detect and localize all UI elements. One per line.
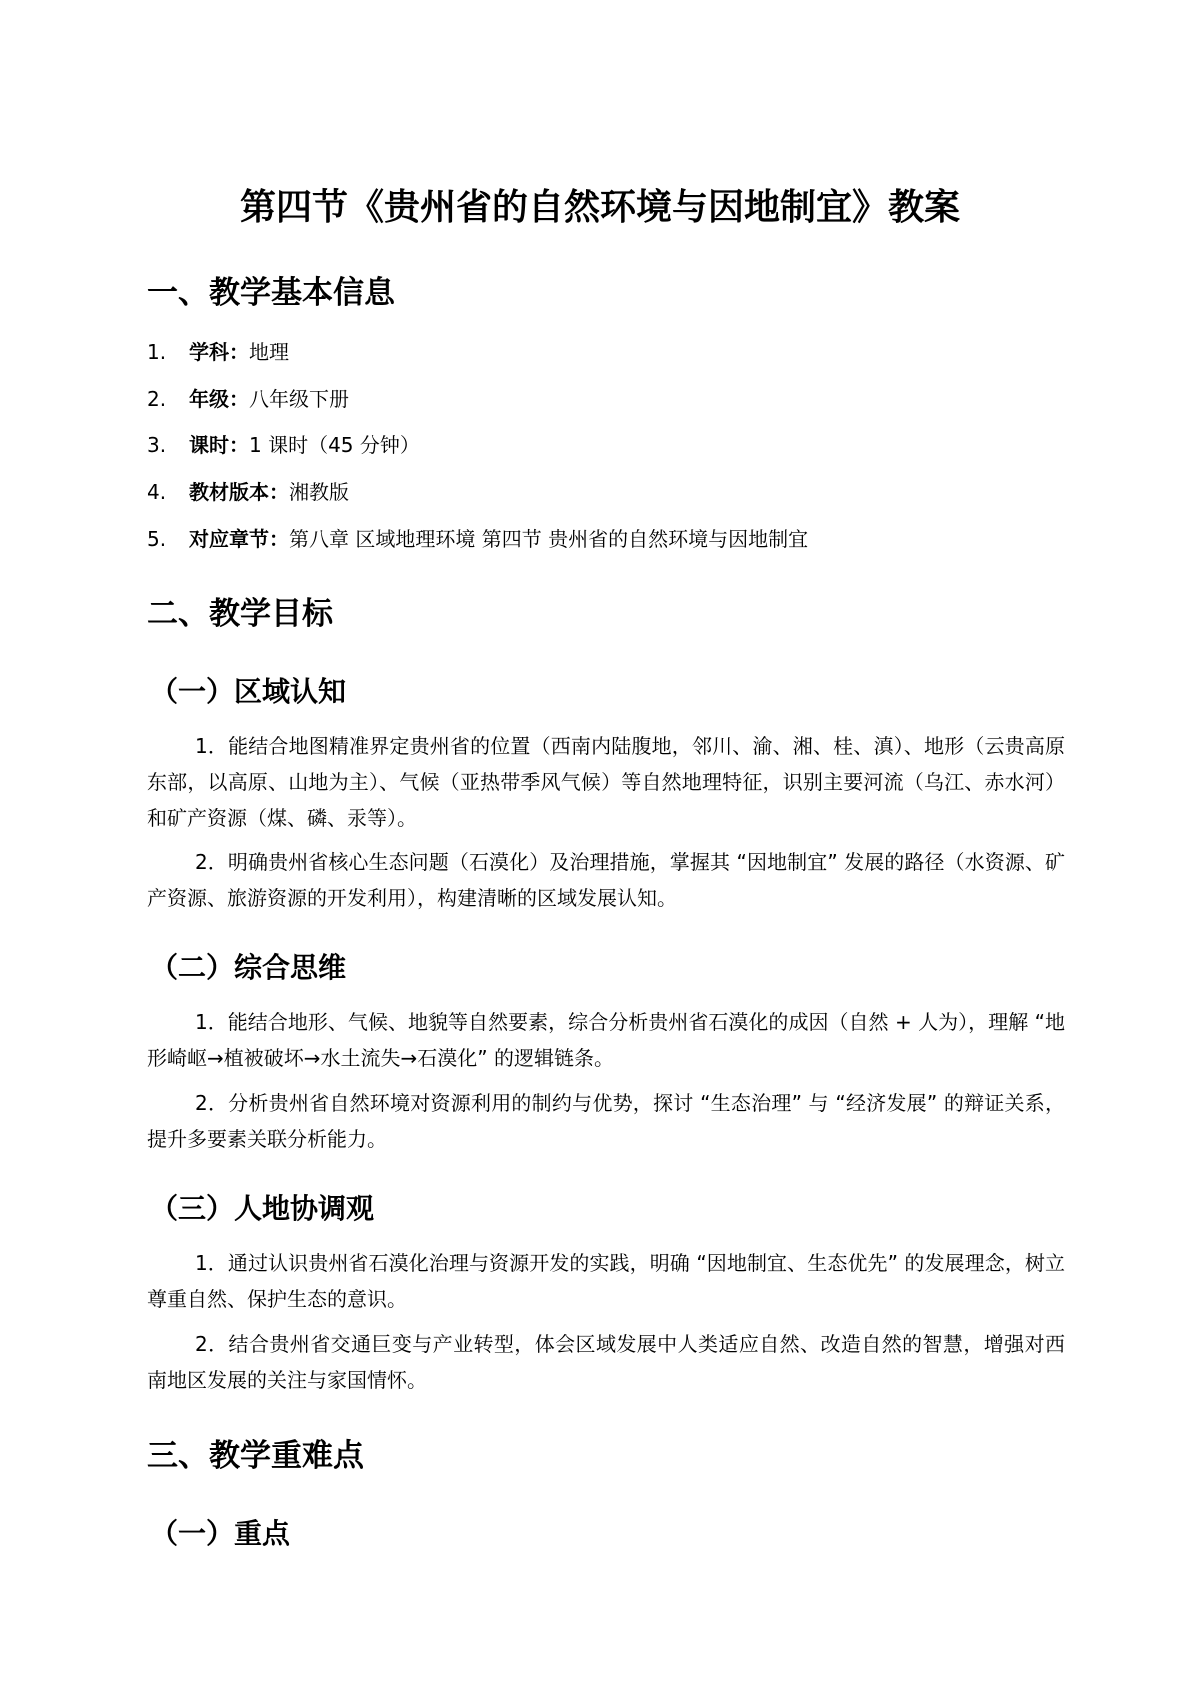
- paragraph: 1．能结合地图精准界定贵州省的位置（西南内陆腹地，邻川、渝、湘、桂、滇）、地形（云贵高原东部，以高原、山地为主）、气候（亚热带季风气候）等自然地理特征，识别主要河流（乌江、赤水河）和矿产资源（煤、磷、汞等）。: [147, 734, 1065, 830]
- info-item: [147, 477, 349, 507]
- document-title: 第四节《贵州省的自然环境与因地制宜》教案: [239, 187, 960, 228]
- section-heading-basic-info: 一、教学基本信息: [147, 275, 395, 311]
- info-key: 学科：: [189, 340, 249, 364]
- info-item: [147, 524, 808, 554]
- section-heading-difficulty: 三、教学重难点: [147, 1438, 364, 1474]
- subsection-heading-synthesis: （二）综合思维: [150, 951, 347, 984]
- info-key: 对应章节：: [189, 527, 289, 551]
- paragraph: 2．结合贵州省交通巨变与产业转型，体会区域发展中人类适应自然、改造自然的智慧，增强对西南地区发展的关注与家国情怀。: [147, 1332, 1065, 1392]
- paragraph: 1．通过认识贵州省石漠化治理与资源开发的实践，明确 “因地制宜、生态优先” 的发展理念，树立尊重自然、保护生态的意识。: [147, 1251, 1065, 1311]
- subsection-heading-key-points: （一）重点: [150, 1517, 291, 1550]
- info-item: [147, 384, 349, 414]
- info-value: 湘教版: [289, 480, 349, 504]
- section-heading-goals: 二、教学目标: [147, 596, 333, 632]
- info-key: 课时：: [189, 433, 249, 457]
- subsection-heading-harmony: （三）人地协调观: [150, 1192, 375, 1225]
- info-item: [147, 430, 420, 460]
- info-number: 5.: [147, 527, 167, 551]
- info-value: 第八章 区域地理环境 第四节 贵州省的自然环境与因地制宜: [289, 527, 809, 551]
- paragraph: 1．能结合地形、气候、地貌等自然要素，综合分析贵州省石漠化的成因（自然 + 人为），理解 “地形崎岖→植被破坏→水土流失→石漠化” 的逻辑链条。: [147, 1010, 1065, 1070]
- paragraph: 2．分析贵州省自然环境对资源利用的制约与优势，探讨 “生态治理” 与 “经济发展” 的辩证关系，提升多要素关联分析能力。: [147, 1091, 1065, 1151]
- info-item: [147, 337, 289, 367]
- info-number: 1.: [147, 340, 167, 364]
- info-value: 地理: [249, 340, 289, 364]
- info-value: 八年级下册: [249, 387, 349, 411]
- info-number: 2.: [147, 387, 167, 411]
- info-number: 4.: [147, 480, 167, 504]
- info-key: 教材版本：: [189, 480, 289, 504]
- subsection-heading-regional: （一）区域认知: [150, 675, 347, 708]
- paragraph: 2．明确贵州省核心生态问题（石漠化）及治理措施，掌握其 “因地制宜” 发展的路径（水资源、矿产资源、旅游资源的开发利用），构建清晰的区域发展认知。: [147, 850, 1065, 910]
- info-value: 1 课时（45 分钟）: [249, 433, 420, 457]
- info-number: 3.: [147, 433, 167, 457]
- info-key: 年级：: [189, 387, 249, 411]
